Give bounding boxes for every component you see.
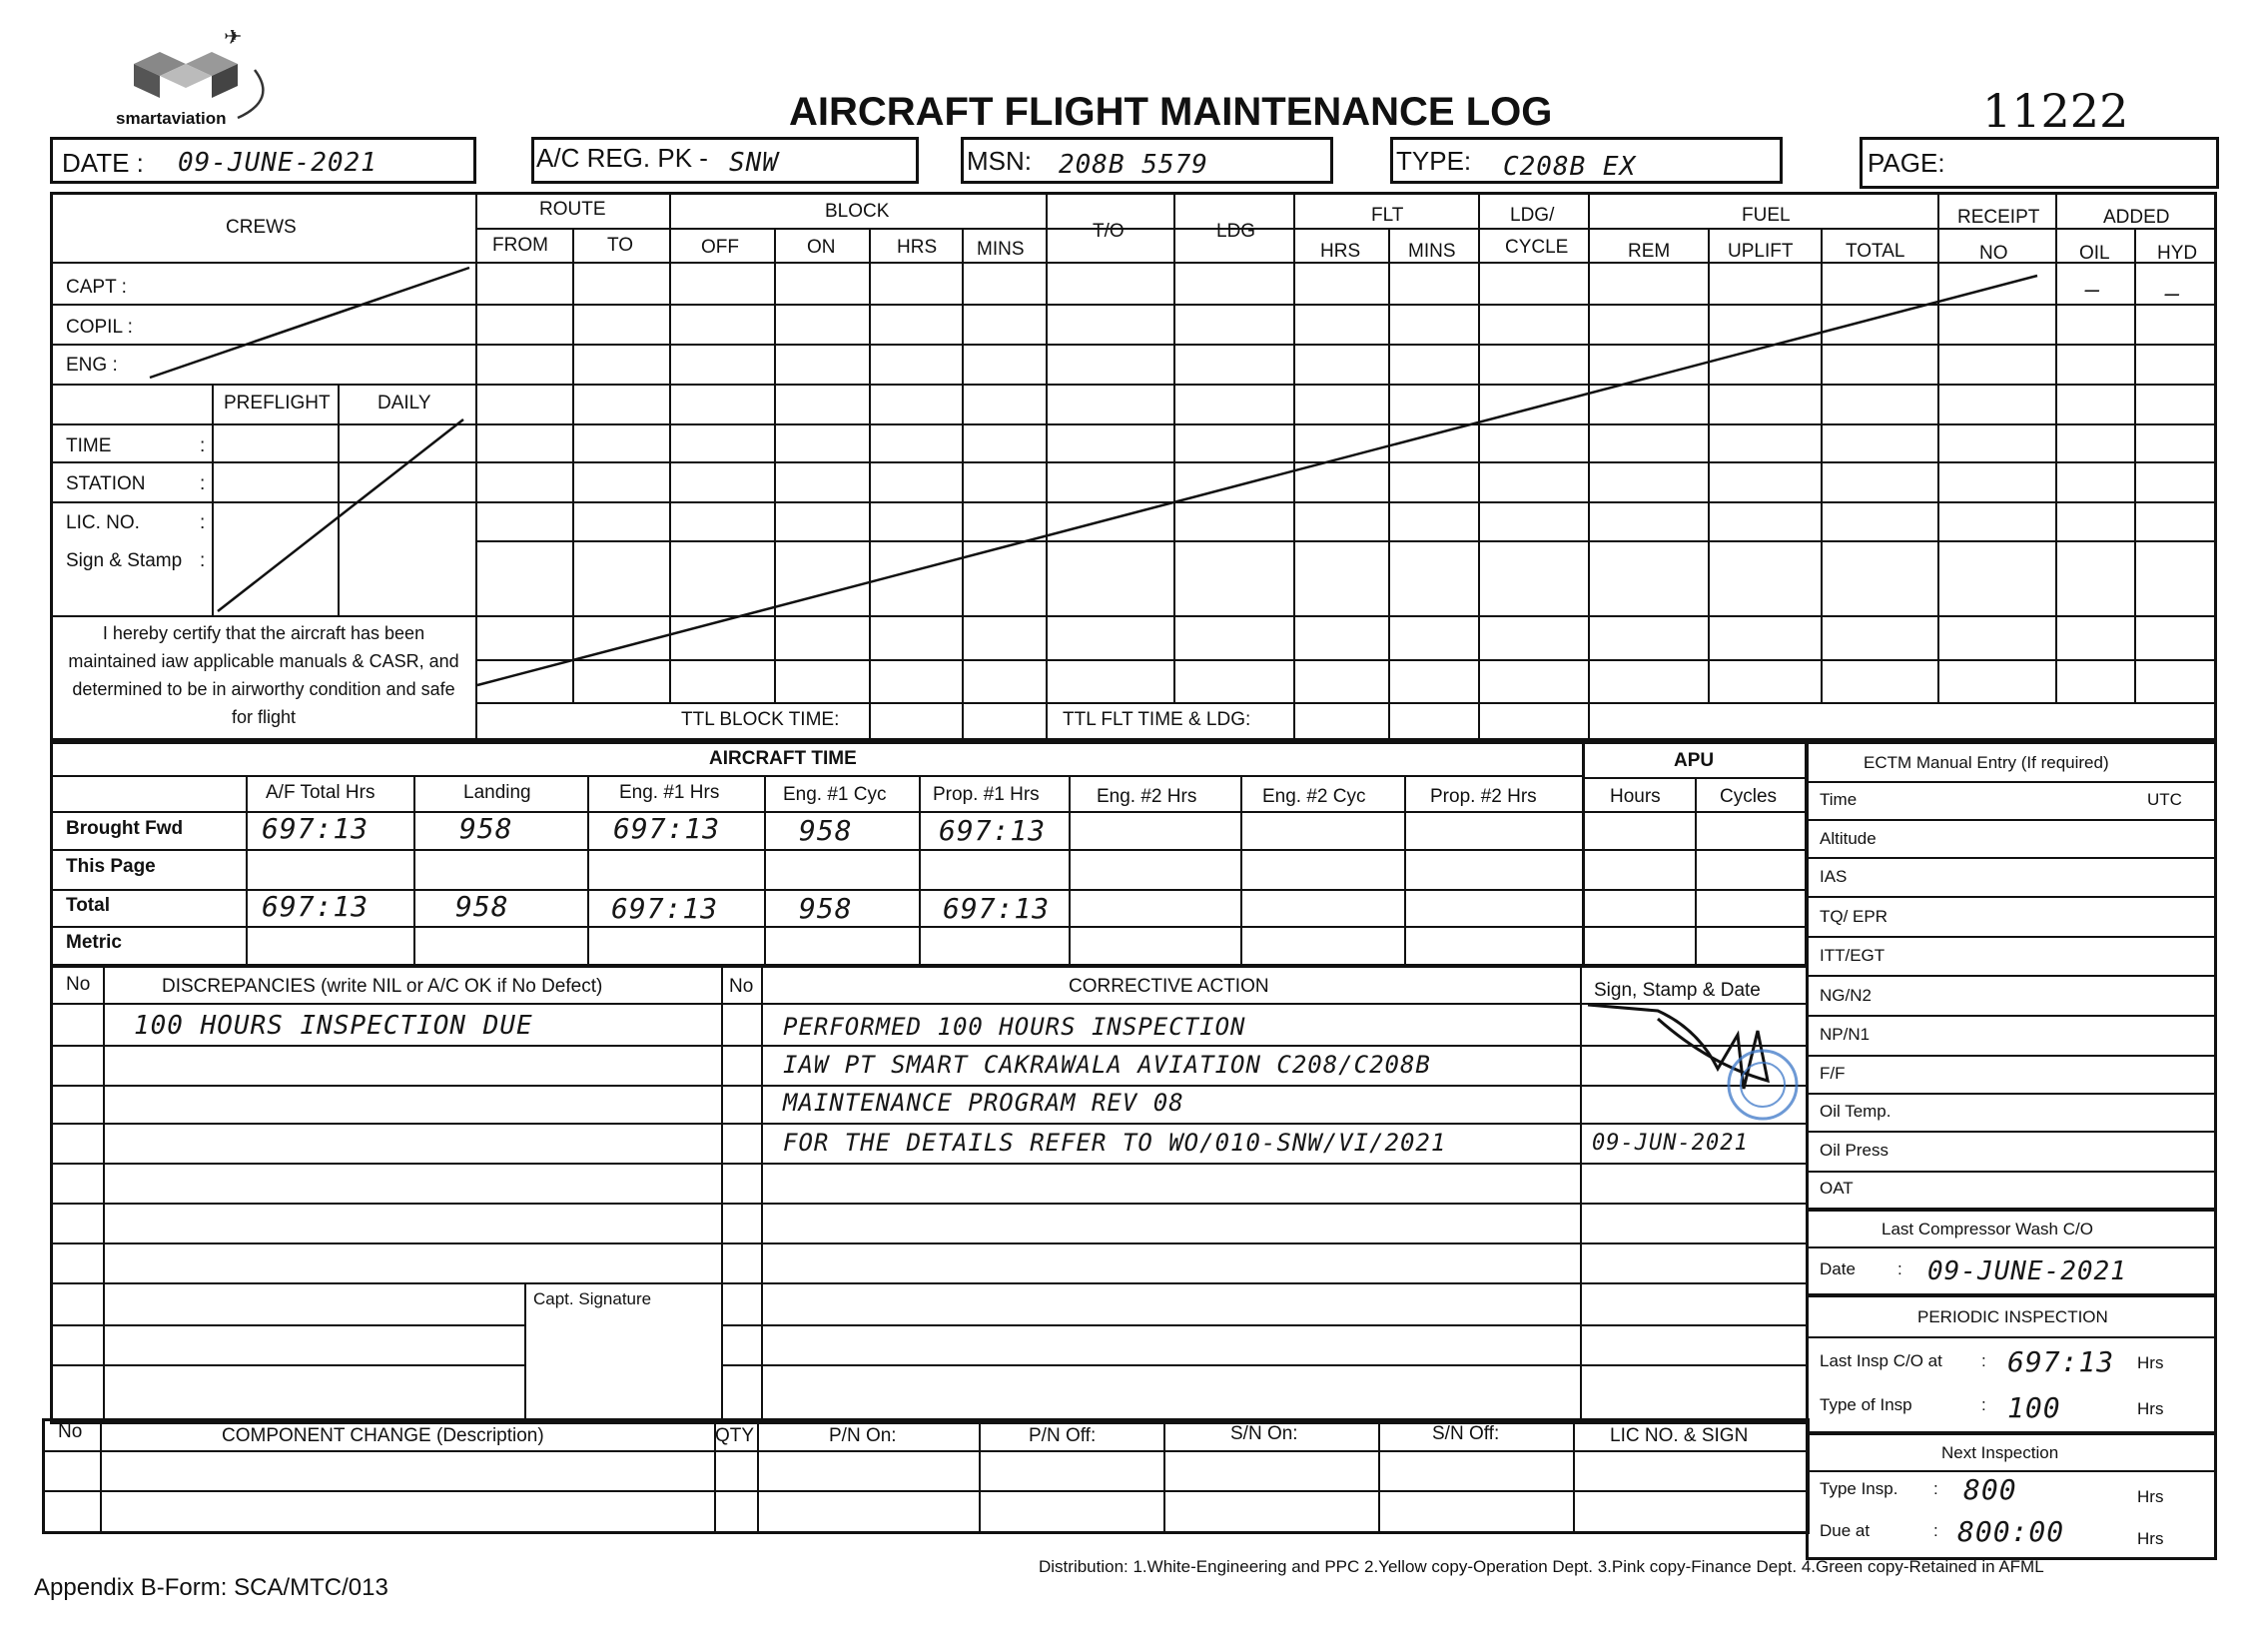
ectm-np-label: NP/N1 [1820,1025,1871,1044]
certification-line: for flight [231,707,297,727]
preflight-strike-line [218,419,463,611]
type-insp-value[interactable]: 100 [2007,1391,2061,1424]
component-no-header: No [58,1421,83,1442]
eng1-hrs-header: Eng. #1 Hrs [619,782,720,803]
fuel-header: FUEL [1742,205,1791,226]
flt-mins-header: MINS [1408,241,1456,262]
copil-label: COPIL : [66,317,133,338]
ectm-ias-label: IAS [1820,867,1848,886]
last-insp-label: Last Insp C/O at [1820,1351,1942,1370]
ldg-cycle-header-2: CYCLE [1505,237,1569,258]
crews-header: CREWS [226,217,297,238]
prop1-hrs-header: Prop. #1 Hrs [933,784,1040,805]
next-type-value[interactable]: 800 [1963,1473,2017,1506]
sn-off-header: S/N Off: [1432,1423,1500,1444]
ectm-time-label: Time [1820,790,1858,809]
distribution-note: Distribution: 1.White-Engineering and PPC 2.Yellow copy-Operation Dept. 3.Pink copy-Finance Dept. 4.Green copy-Retained in AFML [1039,1557,2044,1576]
form-number: 11222 [1982,84,2129,138]
logo-text: smartaviation [116,109,227,128]
metric-label: Metric [66,932,122,953]
ectm-ng-label: NG/N2 [1820,986,1872,1005]
page-label: PAGE: [1868,148,1945,178]
sign-date-value[interactable]: 09-JUN-2021 [1592,1131,1749,1156]
corrective-no-header: No [729,976,754,997]
ectm-altitude-label: Altitude [1820,829,1877,848]
capt-signature-label: Capt. Signature [533,1289,652,1308]
brought-fwd-landing[interactable]: 958 [459,812,513,845]
brought-fwd-label: Brought Fwd [66,818,184,839]
preflight-header: PREFLIGHT [224,393,331,413]
af-total-hrs-header: A/F Total Hrs [266,782,376,803]
discrepancy-no-header: No [66,974,91,995]
flt-hrs-header: HRS [1320,241,1361,262]
type-insp-colon: : [1981,1395,1986,1414]
flt-header: FLT [1371,205,1404,226]
apu-title: APU [1674,750,1715,771]
type-insp-label: Type of Insp [1820,1395,1912,1414]
corrective-line[interactable]: IAW PT SMART CAKRAWALA AVIATION C208/C208B [783,1051,1431,1079]
msn-value[interactable]: 208B 5579 [1059,150,1208,180]
type-value[interactable]: C208B EX [1503,152,1637,182]
block-header: BLOCK [825,201,890,222]
to-header: TO [607,235,634,256]
station-label: STATION [66,473,146,494]
next-type-hrs: Hrs [2137,1487,2164,1506]
qty-header: QTY [715,1425,755,1446]
type-label: TYPE: [1396,146,1472,176]
eng2-cyc-header: Eng. #2 Cyc [1262,786,1366,807]
brought-fwd-prop1-hrs[interactable]: 697:13 [939,814,1047,847]
corrective-header: CORRECTIVE ACTION [1069,976,1269,997]
eng1-cyc-header: Eng. #1 Cyc [783,784,887,805]
apu-cycles-header: Cycles [1720,786,1778,807]
to-col-header: T/O [1093,221,1125,242]
ectm-tq-label: TQ/ EPR [1820,907,1888,926]
uplift-header: UPLIFT [1728,241,1794,262]
ldg-cycle-header: LDG/ [1510,205,1555,226]
form-title: AIRCRAFT FLIGHT MAINTENANCE LOG [789,90,1553,134]
on-header: ON [807,237,836,258]
reg-label: A/C REG. PK - [536,143,708,173]
next-type-colon: : [1933,1479,1938,1498]
hyd-value[interactable]: — [2165,280,2181,308]
pn-off-header: P/N Off: [1029,1425,1097,1446]
apu-hours-header: Hours [1610,786,1661,807]
sn-on-header: S/N On: [1230,1423,1298,1444]
certification-line: maintained iaw applicable manuals & CASR, and [68,651,459,671]
corrective-line[interactable]: FOR THE DETAILS REFER TO WO/010-SNW/VI/2021 [783,1129,1447,1157]
compressor-date-value[interactable]: 09-JUNE-2021 [1927,1256,2127,1286]
last-insp-hrs: Hrs [2137,1353,2164,1372]
oil-header: OIL [2079,243,2110,264]
corrective-line[interactable]: PERFORMED 100 HOURS INSPECTION [783,1013,1246,1041]
due-at-hrs: Hrs [2137,1529,2164,1548]
reg-value[interactable]: SNW [729,148,779,178]
sign-stamp-date-header: Sign, Stamp & Date [1594,980,1761,1001]
due-at-colon: : [1933,1521,1938,1540]
eng2-hrs-header: Eng. #2 Hrs [1097,786,1197,807]
lic-no-label: LIC. NO. [66,512,140,533]
brought-fwd-eng1-cyc[interactable]: 958 [799,814,853,847]
periodic-inspection-title: PERIODIC INSPECTION [1917,1307,2108,1326]
capt-label: CAPT : [66,277,127,298]
msn-label: MSN: [967,146,1032,176]
eng-label: ENG : [66,355,118,376]
rem-header: REM [1628,241,1671,262]
time-label: TIME [66,435,112,456]
ldg-header: LDG [1216,221,1256,242]
landing-header: Landing [463,782,531,803]
discrepancy-entry[interactable]: 100 HOURS INSPECTION DUE [134,1011,533,1041]
ectm-oil-press-label: Oil Press [1820,1141,1888,1160]
pn-on-header: P/N On: [829,1425,897,1446]
certification-line: determined to be in airworthy condition and safe [72,679,455,699]
ectm-oat-label: OAT [1820,1179,1854,1198]
from-header: FROM [492,235,548,256]
total-landing[interactable]: 958 [455,890,509,923]
receipt-no-header: NO [1979,243,2008,264]
ttl-flt-time-label: TTL FLT TIME & LDG: [1063,709,1251,730]
station-colon: : [200,473,206,494]
ectm-itt-label: ITT/EGT [1820,946,1885,965]
added-header: ADDED [2103,207,2170,228]
time-colon: : [200,435,206,456]
total-af-total[interactable]: 697:13 [262,890,370,923]
flight-entries-strike-line [477,276,2037,685]
brought-fwd-eng1-hrs[interactable]: 697:13 [613,812,721,845]
brought-fwd-af-total[interactable]: 697:13 [262,812,370,845]
svg-text:✈: ✈ [224,30,243,49]
date-value[interactable]: 09-JUNE-2021 [178,148,377,178]
block-hrs-header: HRS [897,237,938,258]
off-header: OFF [701,237,739,258]
compressor-date-label: Date [1820,1259,1856,1278]
block-mins-header: MINS [977,239,1025,260]
route-header: ROUTE [539,199,606,220]
compressor-wash-title: Last Compressor Wash C/O [1882,1220,2093,1239]
last-insp-colon: : [1981,1351,1986,1370]
fuel-total-header: TOTAL [1846,241,1905,262]
total-label: Total [66,895,110,916]
due-at-label: Due at [1820,1521,1871,1540]
appendix-label: Appendix B-Form: SCA/MTC/013 [34,1574,388,1601]
certification-line: I hereby certify that the aircraft has been [102,623,425,643]
this-page-label: This Page [66,856,156,877]
corrective-line[interactable]: MAINTENANCE PROGRAM REV 08 [783,1089,1184,1117]
ttl-block-time-label: TTL BLOCK TIME: [681,709,840,730]
discrepancy-header: DISCREPANCIES (write NIL or A/C OK if No Defect) [162,976,603,997]
type-insp-hrs: Hrs [2137,1399,2164,1418]
crew-strike-line [150,268,469,378]
component-header: COMPONENT CHANGE (Description) [222,1425,544,1446]
ectm-ff-label: F/F [1820,1064,1846,1083]
next-inspection-title: Next Inspection [1941,1443,2059,1462]
ectm-utc-label: UTC [2147,790,2182,809]
total-prop1-hrs[interactable]: 697:13 [943,892,1051,925]
receipt-header: RECEIPT [1957,207,2040,228]
lic-no-colon: : [200,512,206,533]
compressor-date-colon: : [1897,1259,1902,1278]
aircraft-time-title: AIRCRAFT TIME [709,748,857,769]
total-eng1-hrs[interactable]: 697:13 [611,892,719,925]
prop2-hrs-header: Prop. #2 Hrs [1430,786,1537,807]
sign-stamp-colon: : [200,550,206,571]
total-eng1-cyc[interactable]: 958 [799,892,853,925]
ectm-oil-temp-label: Oil Temp. [1820,1102,1891,1121]
last-insp-value[interactable]: 697:13 [2007,1345,2115,1378]
hyd-header: HYD [2157,243,2198,264]
signature-scribble [1588,1005,1768,1089]
oil-value[interactable]: — [2085,276,2101,304]
date-label: DATE : [62,148,144,178]
lic-sign-header: LIC NO. & SIGN [1610,1425,1749,1446]
next-type-label: Type Insp. [1820,1479,1898,1498]
ectm-title: ECTM Manual Entry (If required) [1864,753,2109,772]
sign-stamp-label: Sign & Stamp [66,550,183,571]
daily-header: DAILY [377,393,431,413]
due-at-value[interactable]: 800:00 [1957,1515,2065,1548]
